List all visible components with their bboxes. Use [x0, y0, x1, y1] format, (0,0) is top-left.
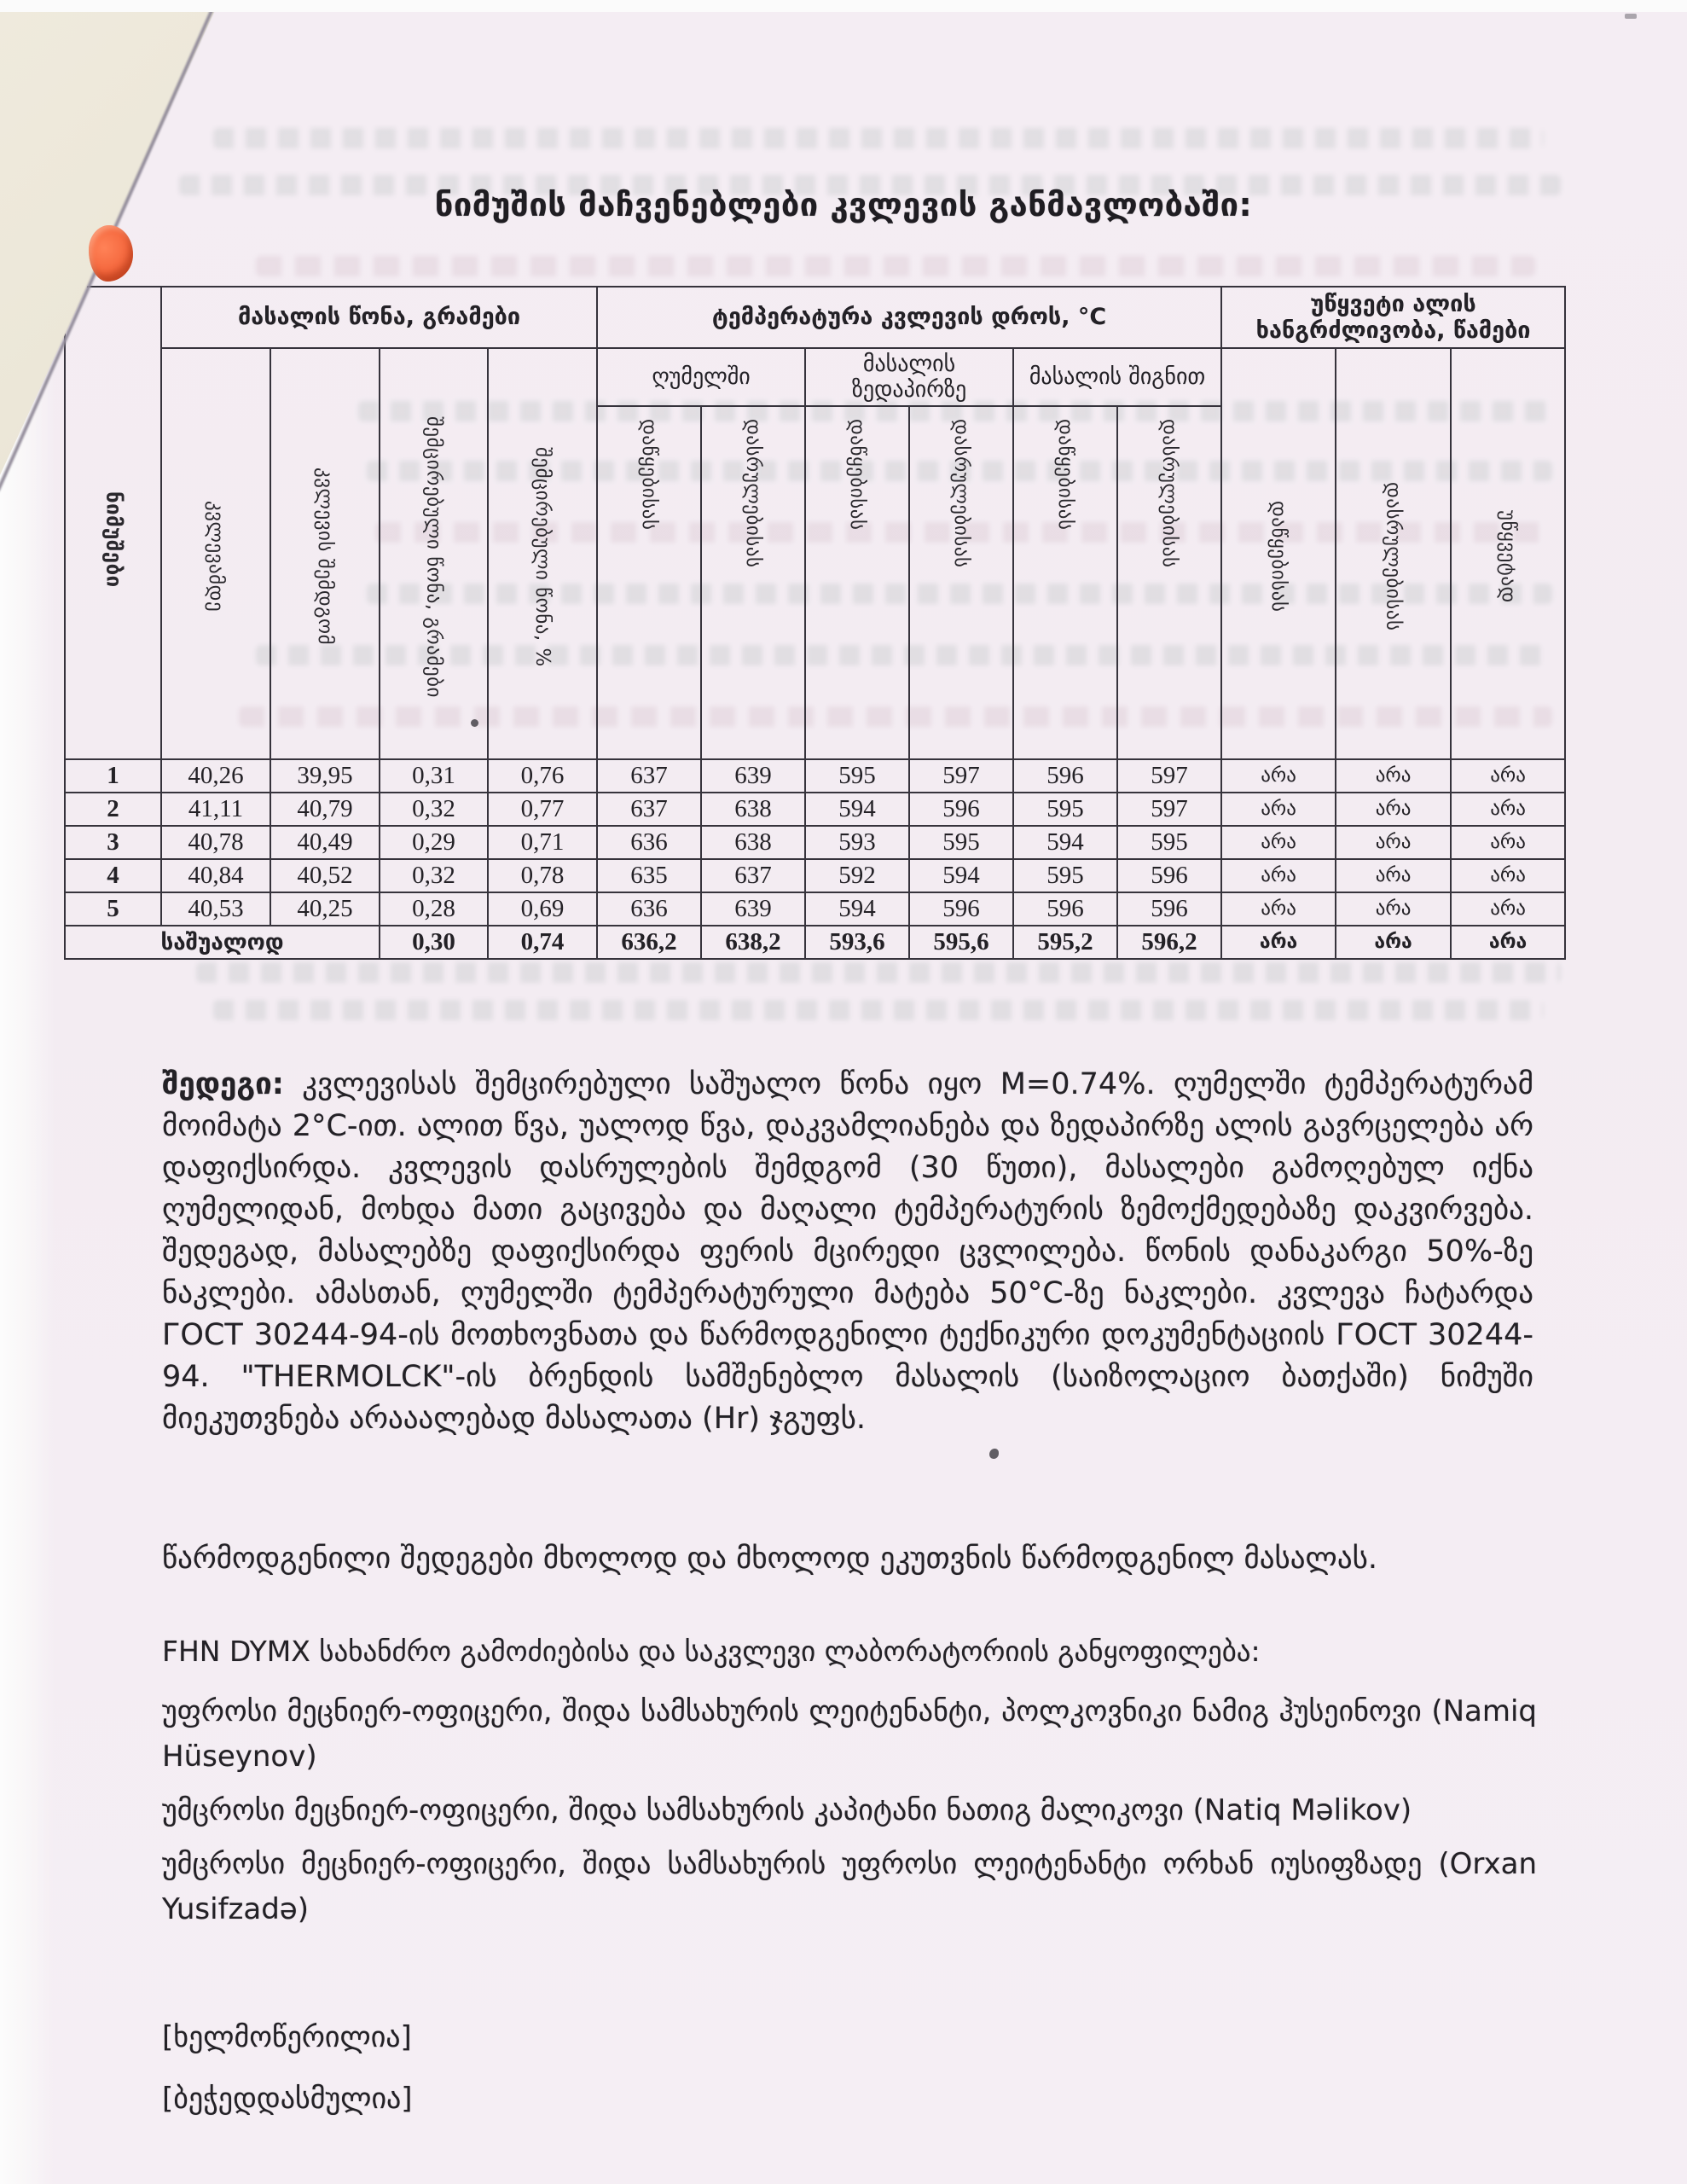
scan-smudge: [1625, 14, 1637, 19]
table-cell: 594: [805, 892, 909, 926]
bleedthrough-artifact: [213, 128, 1544, 148]
table-cell: 596: [1117, 859, 1221, 892]
average-cell: 0,30: [380, 926, 488, 959]
table-row: [65, 826, 1565, 859]
table-cell: 41,11: [161, 793, 270, 826]
table-cell: 636: [597, 826, 701, 859]
column-header-flame-at-end: დასრულებისას: [1336, 348, 1451, 759]
table-cell: არა: [1451, 859, 1565, 892]
average-cell: 596,2: [1117, 926, 1221, 959]
column-header-flame-at-start: დაწყებისას: [1221, 348, 1336, 759]
table-cell: 597: [909, 759, 1013, 793]
signatory-entry: უფროსი მეცნიერ-ოფიცერი, შიდა სამსახურის ლეიტენანტი, პოლკოვნიკი ნამიგ ჰუსეინოვი (Namiq Hüseynov): [162, 1694, 1537, 1774]
signatories-block: [162, 1689, 1537, 1941]
table-cell: 595: [805, 759, 909, 793]
table-cell: 0,32: [380, 793, 488, 826]
table-cell: 40,52: [270, 859, 380, 892]
subgroup-header-in-furnace: ღუმელში: [597, 348, 805, 406]
table-row: [65, 793, 1565, 826]
signatory-entry: უმცროსი მეცნიერ-ოფიცერი, შიდა სამსახურის კაპიტანი ნათიგ მალიკოვი (Natiq Məlikov): [162, 1793, 1412, 1827]
table-cell: 40,26: [161, 759, 270, 793]
table-cell: 40,25: [270, 892, 380, 926]
table-cell: 40,84: [161, 859, 270, 892]
orange-sticker: [89, 225, 133, 282]
column-header-after-study: კვლევის შემდგომ: [270, 348, 380, 759]
average-cell: 0,74: [488, 926, 597, 959]
table-cell: 39,95: [270, 759, 380, 793]
table-cell: 0,71: [488, 826, 597, 859]
table-cell: 639: [701, 759, 805, 793]
table-cell: 596: [1013, 892, 1117, 926]
table-cell: 592: [805, 859, 909, 892]
bleedthrough-artifact: [213, 1000, 1544, 1020]
column-header-before-study: კვლევამდე: [161, 348, 270, 759]
group-header-material-weight: მასალის წონა, გრამები: [161, 287, 597, 348]
average-cell: არა: [1221, 926, 1336, 959]
table-cell: 0,69: [488, 892, 597, 926]
average-cell: არა: [1336, 926, 1451, 959]
table-cell: არა: [1336, 892, 1451, 926]
table-row: [65, 859, 1565, 892]
table-cell: არა: [1336, 793, 1451, 826]
table-cell: 637: [597, 793, 701, 826]
table-cell: 638: [701, 826, 805, 859]
ink-speck: [471, 719, 478, 727]
table-cell: არა: [1221, 859, 1336, 892]
table-cell: 597: [1117, 793, 1221, 826]
table-cell: 595: [1117, 826, 1221, 859]
table-cell: 594: [1013, 826, 1117, 859]
table-cell: 635: [597, 859, 701, 892]
column-header-samples: ნიმუშები: [65, 287, 161, 759]
table-cell: 595: [1013, 793, 1117, 826]
ink-speck: [989, 1449, 999, 1459]
row-number: 1: [65, 759, 161, 793]
table-cell: 593: [805, 826, 909, 859]
conclusion-paragraph: [162, 1064, 1533, 1440]
stamp-notes: [162, 2007, 413, 2129]
row-number: 3: [65, 826, 161, 859]
table-cell: არა: [1221, 892, 1336, 926]
table-cell: 639: [701, 892, 805, 926]
table-cell: 0,28: [380, 892, 488, 926]
average-cell: 636,2: [597, 926, 701, 959]
average-row: [65, 926, 1565, 959]
column-header-furnace-start: დაწყებისას: [597, 406, 701, 759]
table-cell: 637: [701, 859, 805, 892]
column-header-weight-loss-grams: შემცირებული წონა, გრამები: [380, 348, 488, 759]
results-table: [64, 286, 1565, 960]
table-cell: 0,32: [380, 859, 488, 892]
average-cell: 593,6: [805, 926, 909, 959]
table-cell: 636: [597, 892, 701, 926]
conclusion-lead: შედეგი:: [162, 1067, 284, 1101]
table-cell: არა: [1336, 859, 1451, 892]
subgroup-header-inside-material: მასალის შიგნით: [1013, 348, 1221, 406]
table-cell: არა: [1221, 793, 1336, 826]
row-number: 5: [65, 892, 161, 926]
table-cell: 596: [909, 892, 1013, 926]
table-cell: არა: [1451, 826, 1565, 859]
bleedthrough-artifact: [256, 256, 1535, 276]
column-header-surface-end: დასრულებისას: [909, 406, 1013, 759]
table-cell: 0,76: [488, 759, 597, 793]
table-cell: 40,78: [161, 826, 270, 859]
average-label: საშუალოდ: [65, 926, 380, 959]
disclaimer-paragraph: წარმოდგენილი შედეგები მხოლოდ და მხოლოდ ეკუთვნის წარმოდგენილ მასალას.: [162, 1542, 1378, 1576]
column-header-weight-loss-percent: შემცირებული წონა, %: [488, 348, 597, 759]
table-cell: არა: [1451, 793, 1565, 826]
subgroup-header-material-surface: მასალის ზედაპირზე: [805, 348, 1013, 406]
signed-note: [ხელმოწერილია]: [162, 2020, 412, 2054]
column-header-inside-start: დაწყებისას: [1013, 406, 1117, 759]
group-header-flame-duration: უწყვეტი ალის ხანგრძლივობა, წამები: [1221, 287, 1565, 348]
average-cell: 595,2: [1013, 926, 1117, 959]
table-cell: არა: [1451, 892, 1565, 926]
table-cell: არა: [1336, 826, 1451, 859]
group-header-temperature: ტემპერატურა კვლევის დროს, °C: [597, 287, 1221, 348]
table-cell: 596: [1117, 892, 1221, 926]
table-cell: 595: [1013, 859, 1117, 892]
conclusion-body: კვლევისას შემცირებული საშუალო წონა იყო M=0.74%. ღუმელში ტემპერატურამ მოიმატა 2°C-ით. ალით წვა, უალოდ წვა, დაკვამლიანება და ზედაპირზე ალის გავრცელება არ დაფიქსირდა. კვლევის დასრულების შემდგომ (30 წუთი), მასალები გამოღებულ იქნა ღუმელიდან, მოხდა მათი გაცივება და მაღალი ტემპერატურის ზემოქმედებაზე დაკვირვება. შედეგად, მასალებზე დაფიქსირდა ფერის მცირედი ცვლილება. წონის დანაკარგი 50%-ზე ნაკლები. ამასთან, ღუმელში ტემპერატურული მატება 50°C-ზე ნაკლები. კვლევა ჩატარდა ГОСТ 30244-94-ის მოთხოვნათა და წარმოდგენილი ტექნიკური დოკუმენტაციის ГОСТ 30244-94. "THERMOLCK"-ის ბრენდის სამშენებლო მასალის (საიზოლაციო ბათქაში) ნიმუში მიეკუთვნება არააალებად მასალათა (Hr) ჯგუფს.: [162, 1067, 1533, 1436]
table-cell: 40,79: [270, 793, 380, 826]
table-cell: 594: [805, 793, 909, 826]
scan-edge-top: [0, 0, 1687, 12]
table-cell: არა: [1336, 759, 1451, 793]
department-line: FHN DYMX სახანძრო გამოძიებისა და საკვლევი ლაბორატორიის განყოფილება:: [162, 1635, 1261, 1668]
table-cell: 637: [597, 759, 701, 793]
table-cell: 0,77: [488, 793, 597, 826]
table-cell: არა: [1451, 759, 1565, 793]
page-title: ნიმუშის მაჩვენებლები კვლევის განმავლობაში:: [434, 186, 1253, 224]
column-header-surface-start: დაწყებისას: [805, 406, 909, 759]
table-cell: 595: [909, 826, 1013, 859]
average-cell: 638,2: [701, 926, 805, 959]
table-cell: 40,53: [161, 892, 270, 926]
row-number: 2: [65, 793, 161, 826]
table-cell: 0,78: [488, 859, 597, 892]
table-row: [65, 759, 1565, 793]
table-cell: არა: [1221, 759, 1336, 793]
table-cell: 0,29: [380, 826, 488, 859]
table-row: [65, 892, 1565, 926]
average-cell: არა: [1451, 926, 1565, 959]
table-cell: 594: [909, 859, 1013, 892]
column-header-inside-end: დასრულებისას: [1117, 406, 1221, 759]
table-cell: 638: [701, 793, 805, 826]
row-number: 4: [65, 859, 161, 892]
table-cell: 40,49: [270, 826, 380, 859]
sealed-note: [ბეჭედდასმულია]: [162, 2082, 413, 2116]
bleedthrough-artifact: [196, 962, 1561, 983]
average-cell: 595,6: [909, 926, 1013, 959]
table-cell: 0,31: [380, 759, 488, 793]
signatory-entry: უმცროსი მეცნიერ-ოფიცერი, შიდა სამსახურის უფროსი ლეიტენანტი ორხან იუსიფზადე (Orxan Yusifzadə): [162, 1847, 1537, 1926]
table-cell: 596: [1013, 759, 1117, 793]
table-cell: 597: [1117, 759, 1221, 793]
table-cell: არა: [1221, 826, 1336, 859]
column-header-flame-continuous: უწყვეტად: [1451, 348, 1565, 759]
column-header-furnace-end: დასრულებისას: [701, 406, 805, 759]
table-cell: 596: [909, 793, 1013, 826]
